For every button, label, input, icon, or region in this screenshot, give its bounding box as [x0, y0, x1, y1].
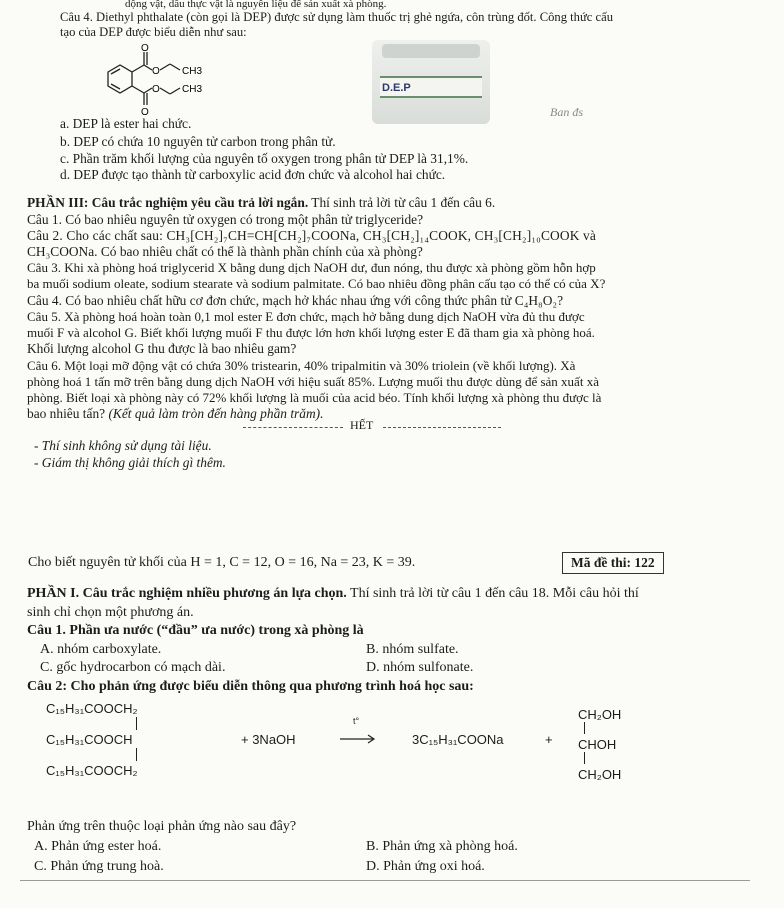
p1-q2: Câu 2: Cho phản ứng được biểu diễn thông qua phương trình hoá học sau: — [27, 679, 474, 694]
dep-product-image — [372, 40, 490, 124]
p1-q2-c: C. Phản ứng trung hoà. — [34, 859, 164, 874]
q4-option-c: c. Phần trăm khối lượng của nguyên tố oxygen trong phân tử DEP là 31,1%. — [60, 151, 469, 166]
p1-q1 — [27, 622, 364, 641]
p1-q1-a: A. nhóm carboxylate. — [40, 642, 162, 657]
p3-q6e-text: (Kết quả làm tròn đến hàng phần trăm). — [108, 406, 324, 421]
p3-q4: Câu 4. Có bao nhiêu chất hữu cơ đơn chức, mạch hở khác nhau ứng với công thức phân tử C₄H₈O₂? — [27, 293, 564, 308]
ch3-b: CH3 — [182, 84, 203, 95]
p3-q5a: Câu 5. Xà phòng hoá hoàn toàn 0,1 mol ester E đơn chức, mạch hở bằng dung dịch NaOH vừa đủ thu được — [27, 309, 585, 324]
end-divider-right — [383, 427, 501, 428]
o-ester-1: O — [152, 66, 160, 77]
reaction-condition: t° — [353, 716, 360, 726]
o-mid: O — [152, 84, 160, 95]
p1-q1-text: Câu 1. Phần ưa nước (“đầu” ưa nước) trong xà phòng là — [27, 623, 364, 638]
q4-option-b: b. DEP có chứa 10 nguyên tử carbon trong phân tử. — [60, 134, 336, 149]
glycerol-bond-2 — [584, 752, 585, 764]
part1-title: PHẦN I. Câu trắc nghiệm nhiều phương án lựa chọn. — [27, 586, 347, 601]
top-fragment: dộng vật, dầu thực vật là nguyên liệu để sản xuất xà phòng. — [125, 0, 387, 10]
part3-desc: Thí sinh trả lời từ câu 1 đến câu 6. — [308, 195, 496, 210]
o-top: O — [141, 43, 149, 54]
p3-q6d — [27, 405, 323, 423]
q4-intro-2: tạo của DEP được biểu diễn như sau: — [60, 25, 247, 39]
q4-intro-text: Câu 4. Diethyl phthalate (còn gọi là DEP) được sử dụng làm thuốc trị ghẻ ngứa, côn trùng đốt. Công thức cấu — [60, 10, 613, 24]
bond-1 — [136, 717, 137, 730]
part3-heading — [27, 194, 495, 212]
dep-structure — [100, 42, 240, 118]
note-2: - Giám thị không giải thích gì thêm. — [34, 455, 226, 470]
naoh-term: + 3NaOH — [241, 732, 296, 747]
o-bot: O — [141, 107, 149, 118]
part3-title: PHẦN III: Câu trắc nghiệm yêu cầu trả lời ngắn. — [27, 195, 309, 210]
page-bottom-rule — [20, 880, 750, 881]
p3-q3a: Câu 3. Khi xà phòng hoá triglycerid X bằng dung dịch NaOH dư, đun nóng, thu được xà phòng gồm hỗn hợp — [27, 260, 596, 275]
p3-q2b: CH₃COONa. Có bao nhiêu chất có thể là thành phần chính của xà phòng? — [27, 244, 423, 259]
part1-desc: Thí sinh trả lời từ câu 1 đến câu 18. Mỗi câu hỏi thí — [346, 586, 639, 601]
part1-desc-2: sinh chỉ chọn một phương án. — [27, 605, 194, 620]
exam-code: Mã đề thi: 122 — [562, 552, 664, 574]
reactant-line-1: C₁₅H₃₁COOCH₂ — [46, 701, 138, 716]
bond-2 — [136, 748, 137, 761]
scribble: Ban đs — [550, 105, 583, 119]
product-label — [380, 76, 482, 98]
glycerol-line-3: CH₂OH — [578, 767, 622, 782]
note-1: - Thí sinh không sử dụng tài liệu. — [34, 438, 212, 453]
q4-option-d: d. DEP được tạo thành từ carboxylic acid đơn chức và alcohol hai chức. — [60, 167, 446, 182]
p3-q2a: Câu 2. Cho các chất sau: CH₃[CH₂]₇CH=CH[CH₂]₇COONa, CH₃[CH₂]₁₄COOK, CH₃[CH₂]₁₀COOK và — [27, 228, 596, 243]
p1-q2-b: B. Phản ứng xà phòng hoá. — [366, 839, 518, 854]
p1-q1-c: C. gốc hydrocarbon có mạch dài. — [40, 660, 226, 675]
glycerol-bond-1 — [584, 722, 585, 734]
soap-product: 3C₁₅H₃₁COONa — [412, 732, 504, 747]
p3-q5b: muối F và alcohol G. Biết khối lượng muối F thu được lớn hơn khối lượng ester E đã tham gia xà phòng hoá. — [27, 325, 595, 340]
p3-q6a: Câu 6. Một loại mỡ động vật có chứa 30% tristearin, 40% tripalmitin và 30% triolein (về khối lượng). Xà — [27, 358, 576, 373]
p3-q6b: phòng hoá 1 tấn mỡ trên bằng dung dịch NaOH với hiệu suất 85%. Lượng muối thu được dùng để sản xuất xà — [27, 374, 599, 389]
p1-q1-b: B. nhóm sulfate. — [366, 642, 459, 657]
p1-q1-d: D. nhóm sulfonate. — [366, 660, 474, 675]
glycerol-line-1: CH₂OH — [578, 707, 622, 722]
end-divider-left — [243, 427, 343, 428]
p3-q6c: phòng. Biết loại xà phòng này có 72% khối lượng là muối của acid béo. Tính khối lượng xà phòng thu được là — [27, 390, 602, 405]
p3-q5c: Khối lượng alcohol G thu được là bao nhiêu gam? — [27, 341, 297, 356]
p3-q3b: ba muối sodium oleate, sodium stearate và sodium palmitate. Có bao nhiêu đồng phân cấu tạo có thể có của X? — [27, 276, 606, 291]
atomic-masses: Cho biết nguyên tử khối của H = 1, C = 12, O = 16, Na = 23, K = 39. — [28, 555, 416, 570]
glycerol-line-2: CHOH — [578, 737, 617, 752]
plus-sign: + — [545, 732, 553, 747]
reaction-arrow-icon — [340, 734, 376, 744]
reactant-line-2: C₁₅H₃₁COOCH — [46, 732, 133, 747]
ch3-a: CH3 — [182, 66, 203, 77]
reactant-line-3: C₁₅H₃₁COOCH₂ — [46, 763, 138, 778]
p1-q2-question: Phản ứng trên thuộc loại phản ứng nào sau đây? — [27, 819, 297, 834]
p3-q6d-text: bao nhiêu tấn? — [27, 406, 109, 421]
p1-q2-d: D. Phản ứng oxi hoá. — [366, 859, 485, 874]
end-label: HẾT — [350, 418, 374, 432]
product-cap — [382, 44, 480, 58]
p1-q2-a: A. Phản ứng ester hoá. — [34, 839, 162, 854]
part1-heading — [27, 585, 639, 604]
p3-q1: Câu 1. Có bao nhiêu nguyên tử oxygen có trong một phân tử triglyceride? — [27, 212, 424, 227]
product-label-text: D.E.P — [382, 82, 411, 94]
q4-option-a: a. DEP là ester hai chức. — [60, 116, 192, 131]
